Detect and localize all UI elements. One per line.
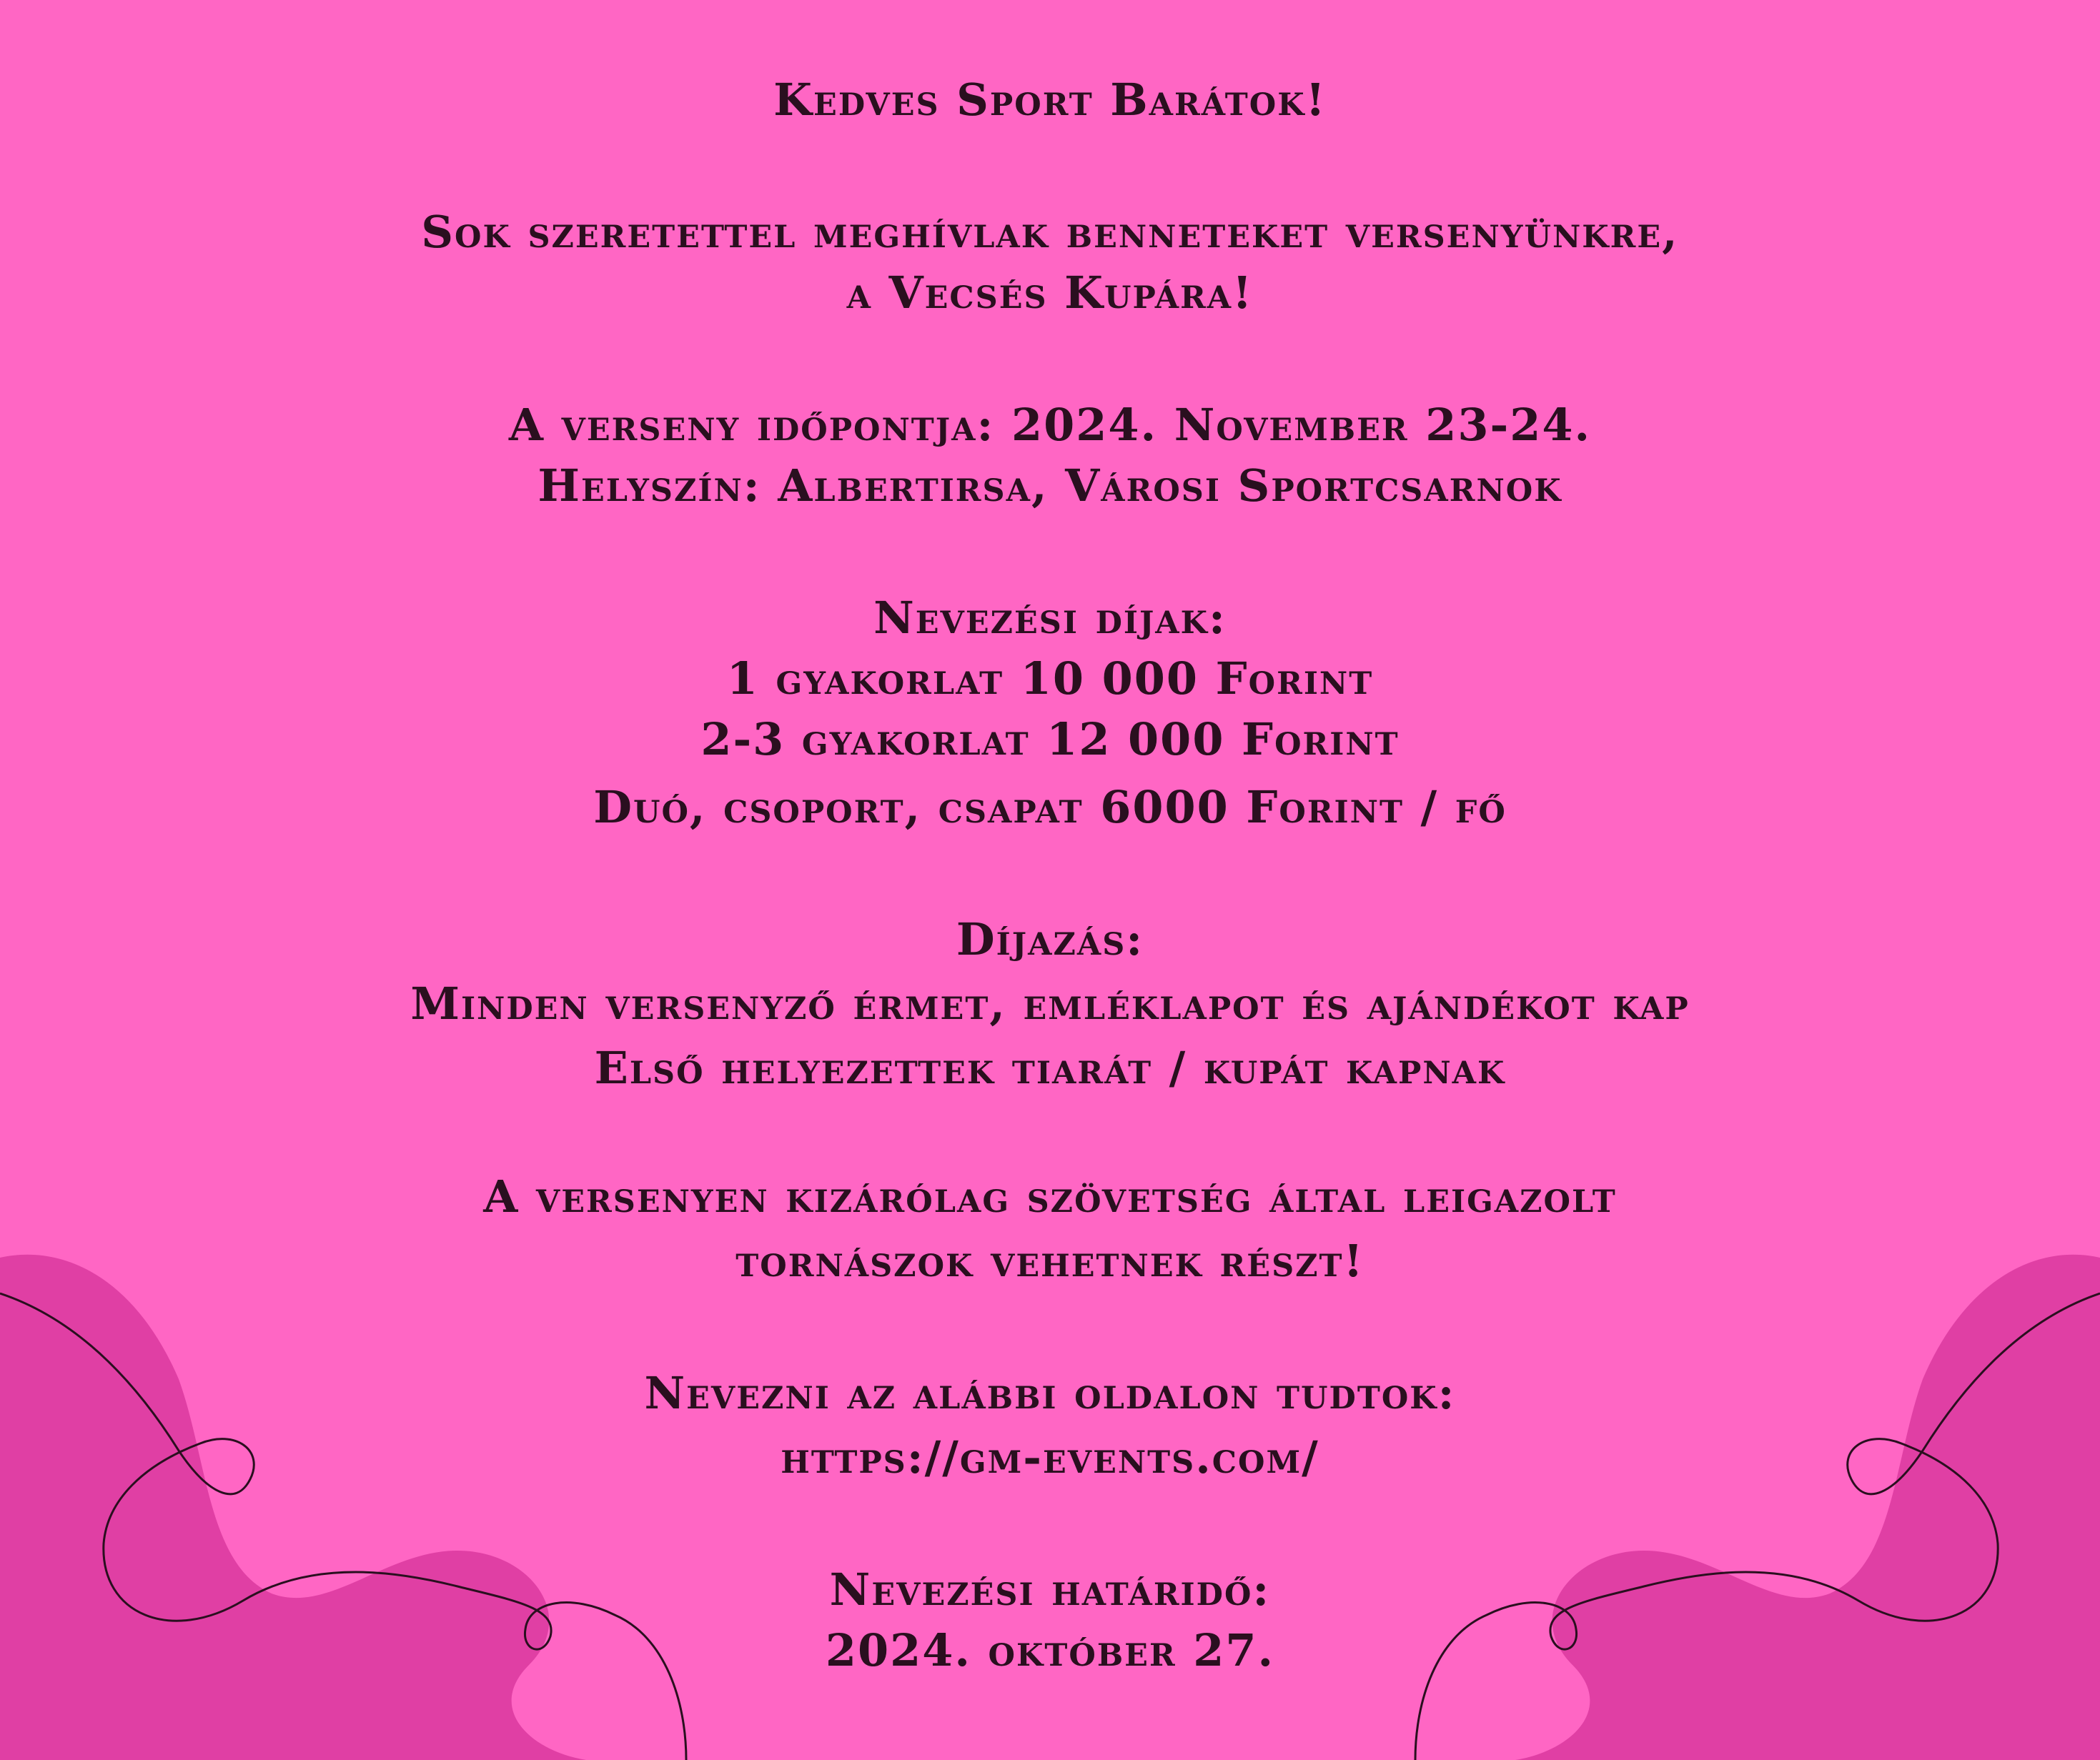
eligibility-line-2: tornászok vehetnek részt! — [736, 1235, 1364, 1287]
greeting: Kedves Sport Barátok! — [773, 74, 1327, 126]
eligibility-line-1: A versenyen kizárólag szövetség által leigazolt — [483, 1170, 1617, 1223]
fee-item: 2-3 gyakorlat 12 000 Forint — [700, 713, 1400, 765]
fee-item: Duó, csoport, csapat 6000 Forint / fő — [593, 781, 1507, 833]
deadline-heading: Nevezési határidő: — [829, 1563, 1271, 1616]
invitation-line-2: a Vecsés Kupára! — [846, 267, 1254, 319]
right-wave-shape — [1515, 1255, 2100, 1760]
event-venue: Helyszín: Albertirsa, Városi Sportcsarnok — [538, 459, 1562, 512]
awards-heading: Díjazás: — [956, 913, 1144, 965]
deadline-date: 2024. október 27. — [825, 1624, 1275, 1676]
award-item: Minden versenyző érmet, emléklapot és ajándékot kap — [410, 978, 1690, 1030]
left-wave-shape — [0, 1255, 586, 1760]
registration-url[interactable]: https://gm-events.com/ — [781, 1431, 1319, 1483]
award-item: Első helyezettek tiarát / kupát kapnak — [594, 1042, 1506, 1094]
fees-heading: Nevezési díjak: — [873, 592, 1227, 644]
invitation-line-1: Sok szeretettel meghívlak benneteket versenyünkre, — [421, 206, 1679, 258]
event-date: A verseny időpontja: 2024. November 23-24. — [508, 399, 1592, 451]
fee-item: 1 gyakorlat 10 000 Forint — [726, 652, 1374, 705]
registration-heading: Nevezni az alábbi oldalon tudtok: — [644, 1367, 1456, 1419]
